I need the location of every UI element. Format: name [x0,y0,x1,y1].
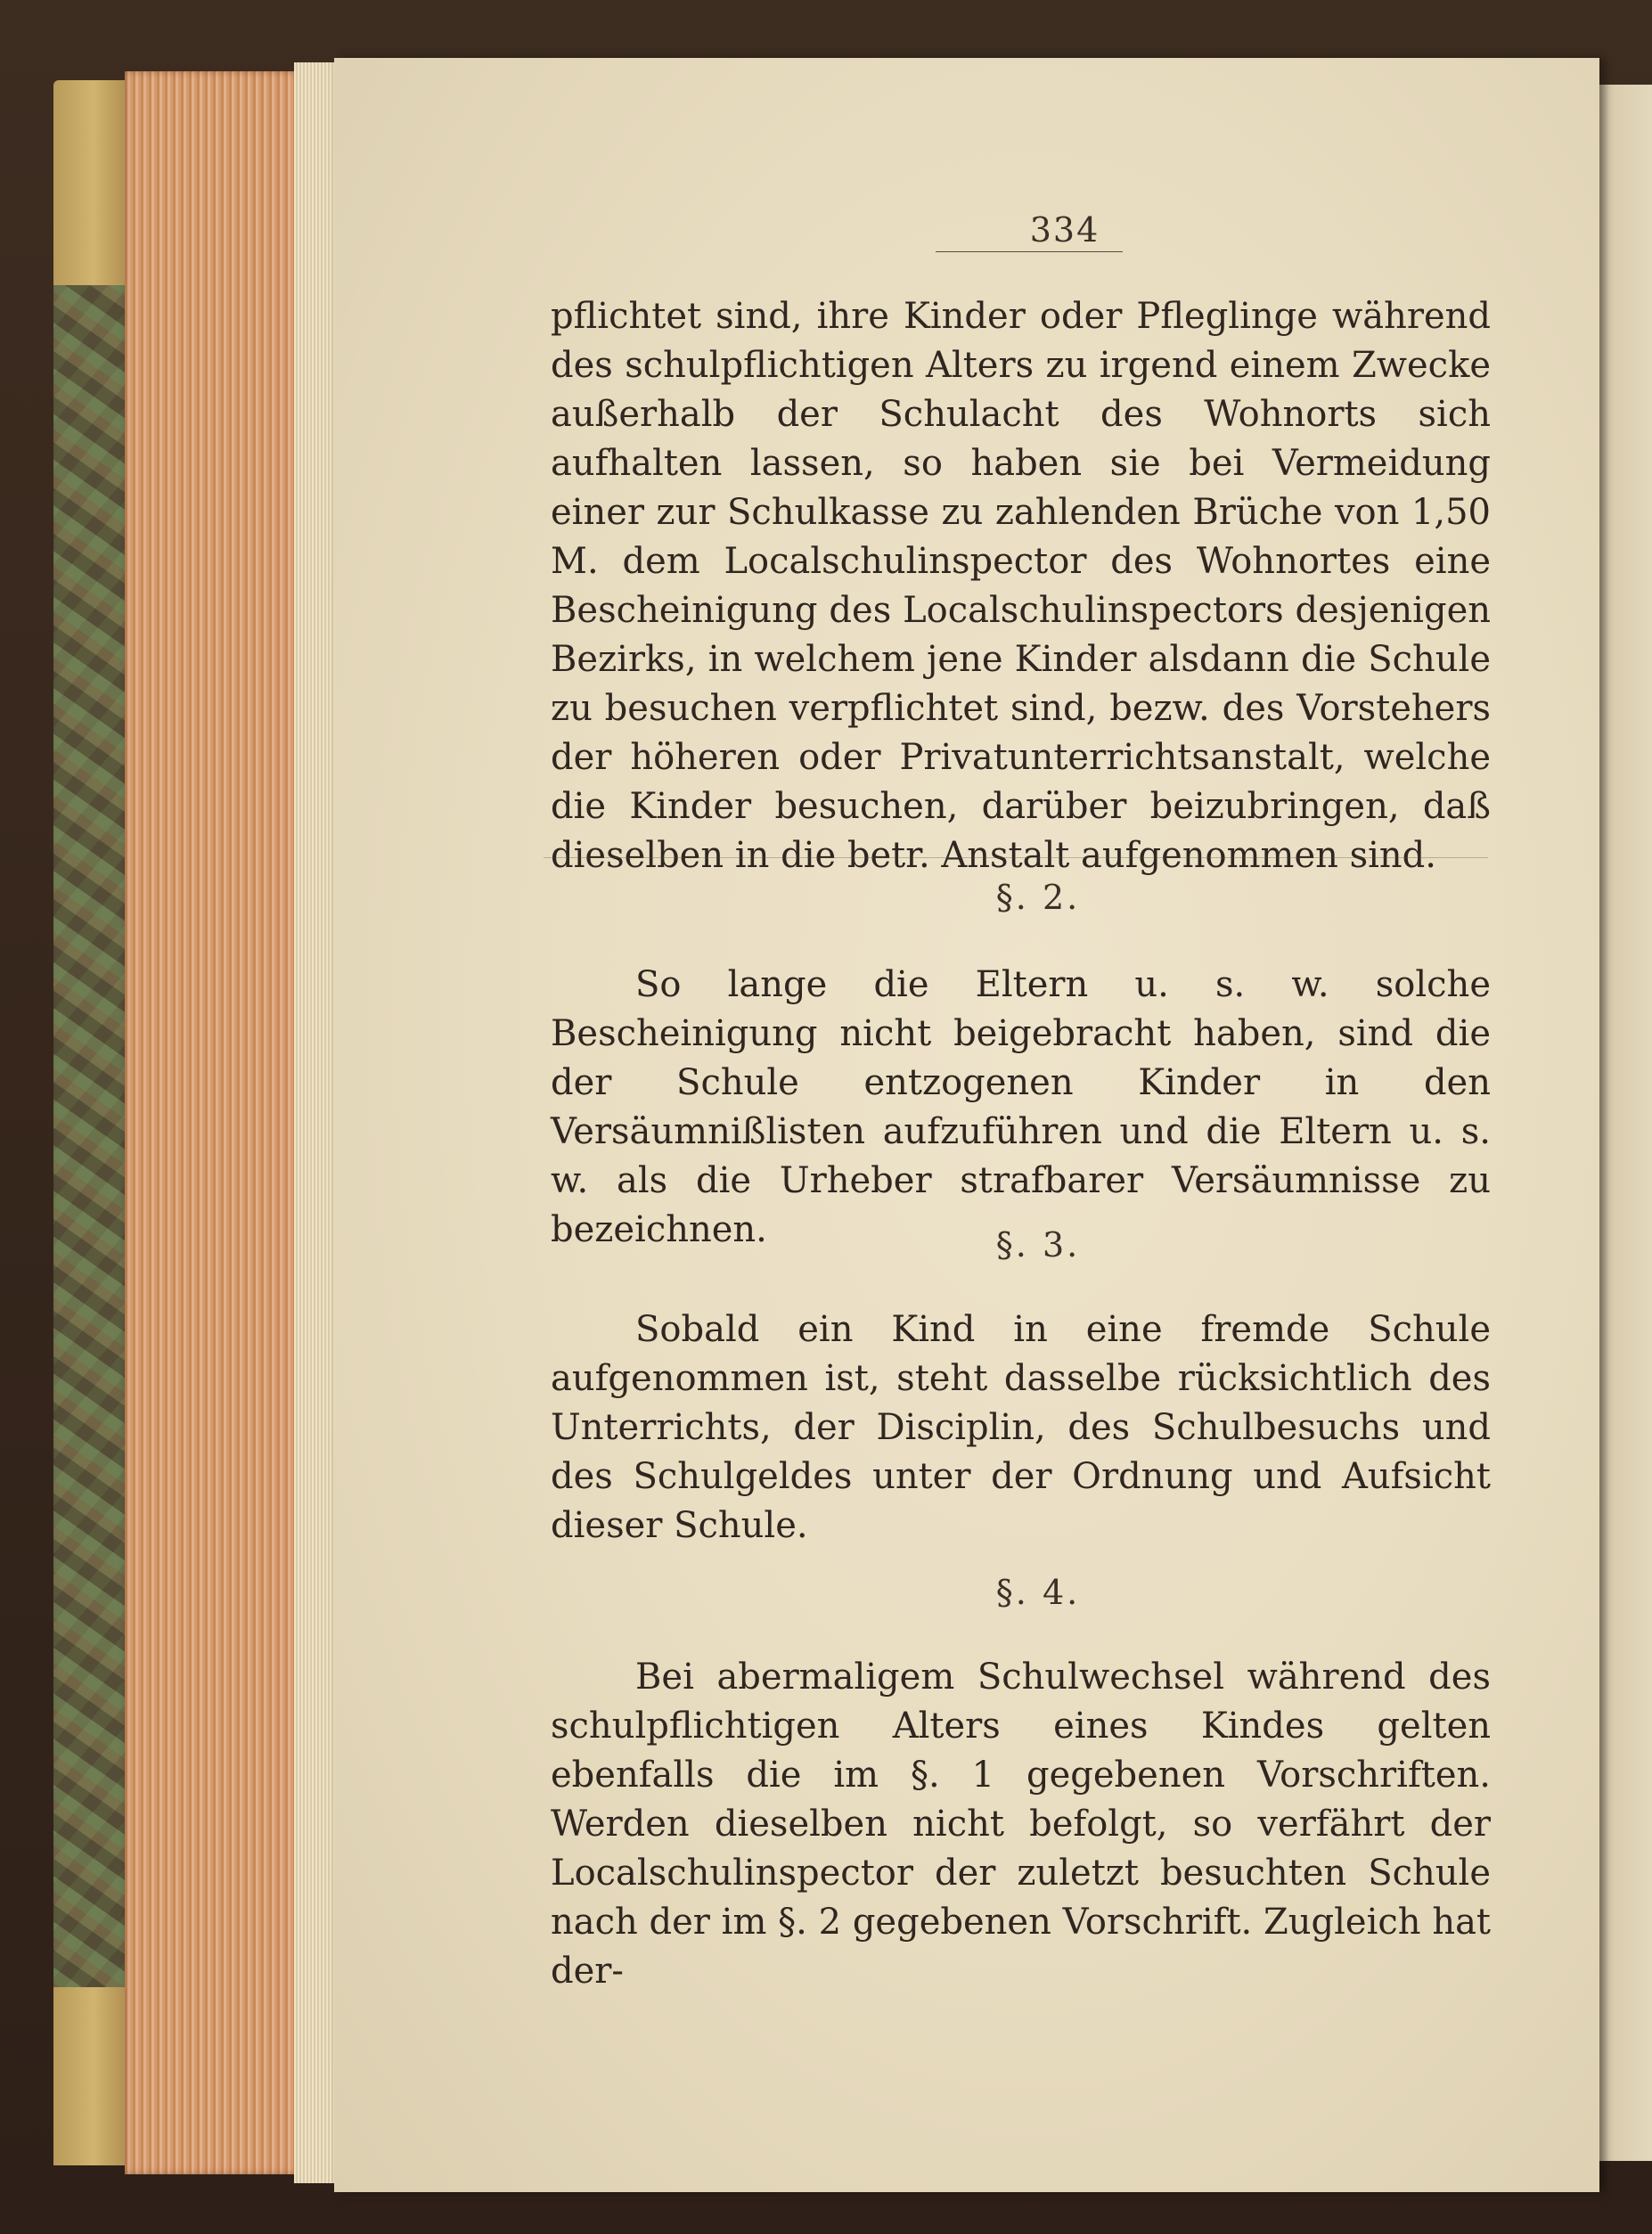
paragraph-1 [551,292,1491,880]
section-2-text: So lange die Eltern u. s. w. solche Bescheinigung nicht beigebracht haben, sind die der Schule entzogenen Kinder in den Versäumnißlisten aufzuführen und die Eltern u. s. w. als die Urheber strafbarer Versäumnisse zu bezeichnen. [551,964,1491,1250]
spine-leather-top [53,80,134,285]
section-heading-4: §. 4. [995,1573,1081,1612]
page-edges-inner [294,62,339,2183]
header-rule [936,251,1123,252]
section-3-text: Sobald ein Kind in eine fremde Schule aufgenommen ist, steht dasselbe rücksichtlich des Unterrichts, der Disciplin, des Schulbesuchs und des Schulgeldes unter der Ordnung und Aufsicht dieser Schule. [551,1309,1491,1546]
section-3-body [551,1305,1491,1551]
section-4-body [551,1653,1491,1996]
section-heading-2: §. 2. [995,878,1081,917]
paragraph-text: pflichtet sind, ihre Kinder oder Pfleglinge während des schulpflichtigen Alters zu irgend einem Zwecke außerhalb der Schulacht des Wohnorts sich aufhalten lassen, so haben sie bei Vermeidung einer zur Schulkasse zu zahlenden Brüche von 1,50 M. dem Localschulinspector des Wohnortes eine Bescheinigung des Localschulinspectors desjenigen Bezirks, in welchem jene Kinder alsdann die Schule zu besuchen verpflichtet sind, bezw. des Vorstehers der höheren oder Privatunterrichtsanstalt, welche die Kinder besuchen, darüber beizubringen, daß dieselben in die betr. Anstalt aufgenommen sind. [551,296,1491,876]
section-2-body [551,961,1491,1255]
section-heading-3: §. 3. [995,1225,1081,1264]
section-4-text: Bei abermaligem Schulwechsel während des schulpflichtigen Alters eines Kindes gelten ebenfalls die im §. 1 gegebenen Vorschriften. Werden dieselben nicht befolgt, so verfährt der Localschulinspector der zuletzt besuchten Schule nach der im §. 2 gegebenen Vorschrift. Zugleich hat der- [551,1657,1491,1992]
section-divider [544,857,1488,858]
spine-leather-bottom [53,1987,134,2165]
marbled-book-board [53,80,134,2165]
page-number: 334 [1029,210,1100,250]
facing-page [1591,85,1652,2161]
